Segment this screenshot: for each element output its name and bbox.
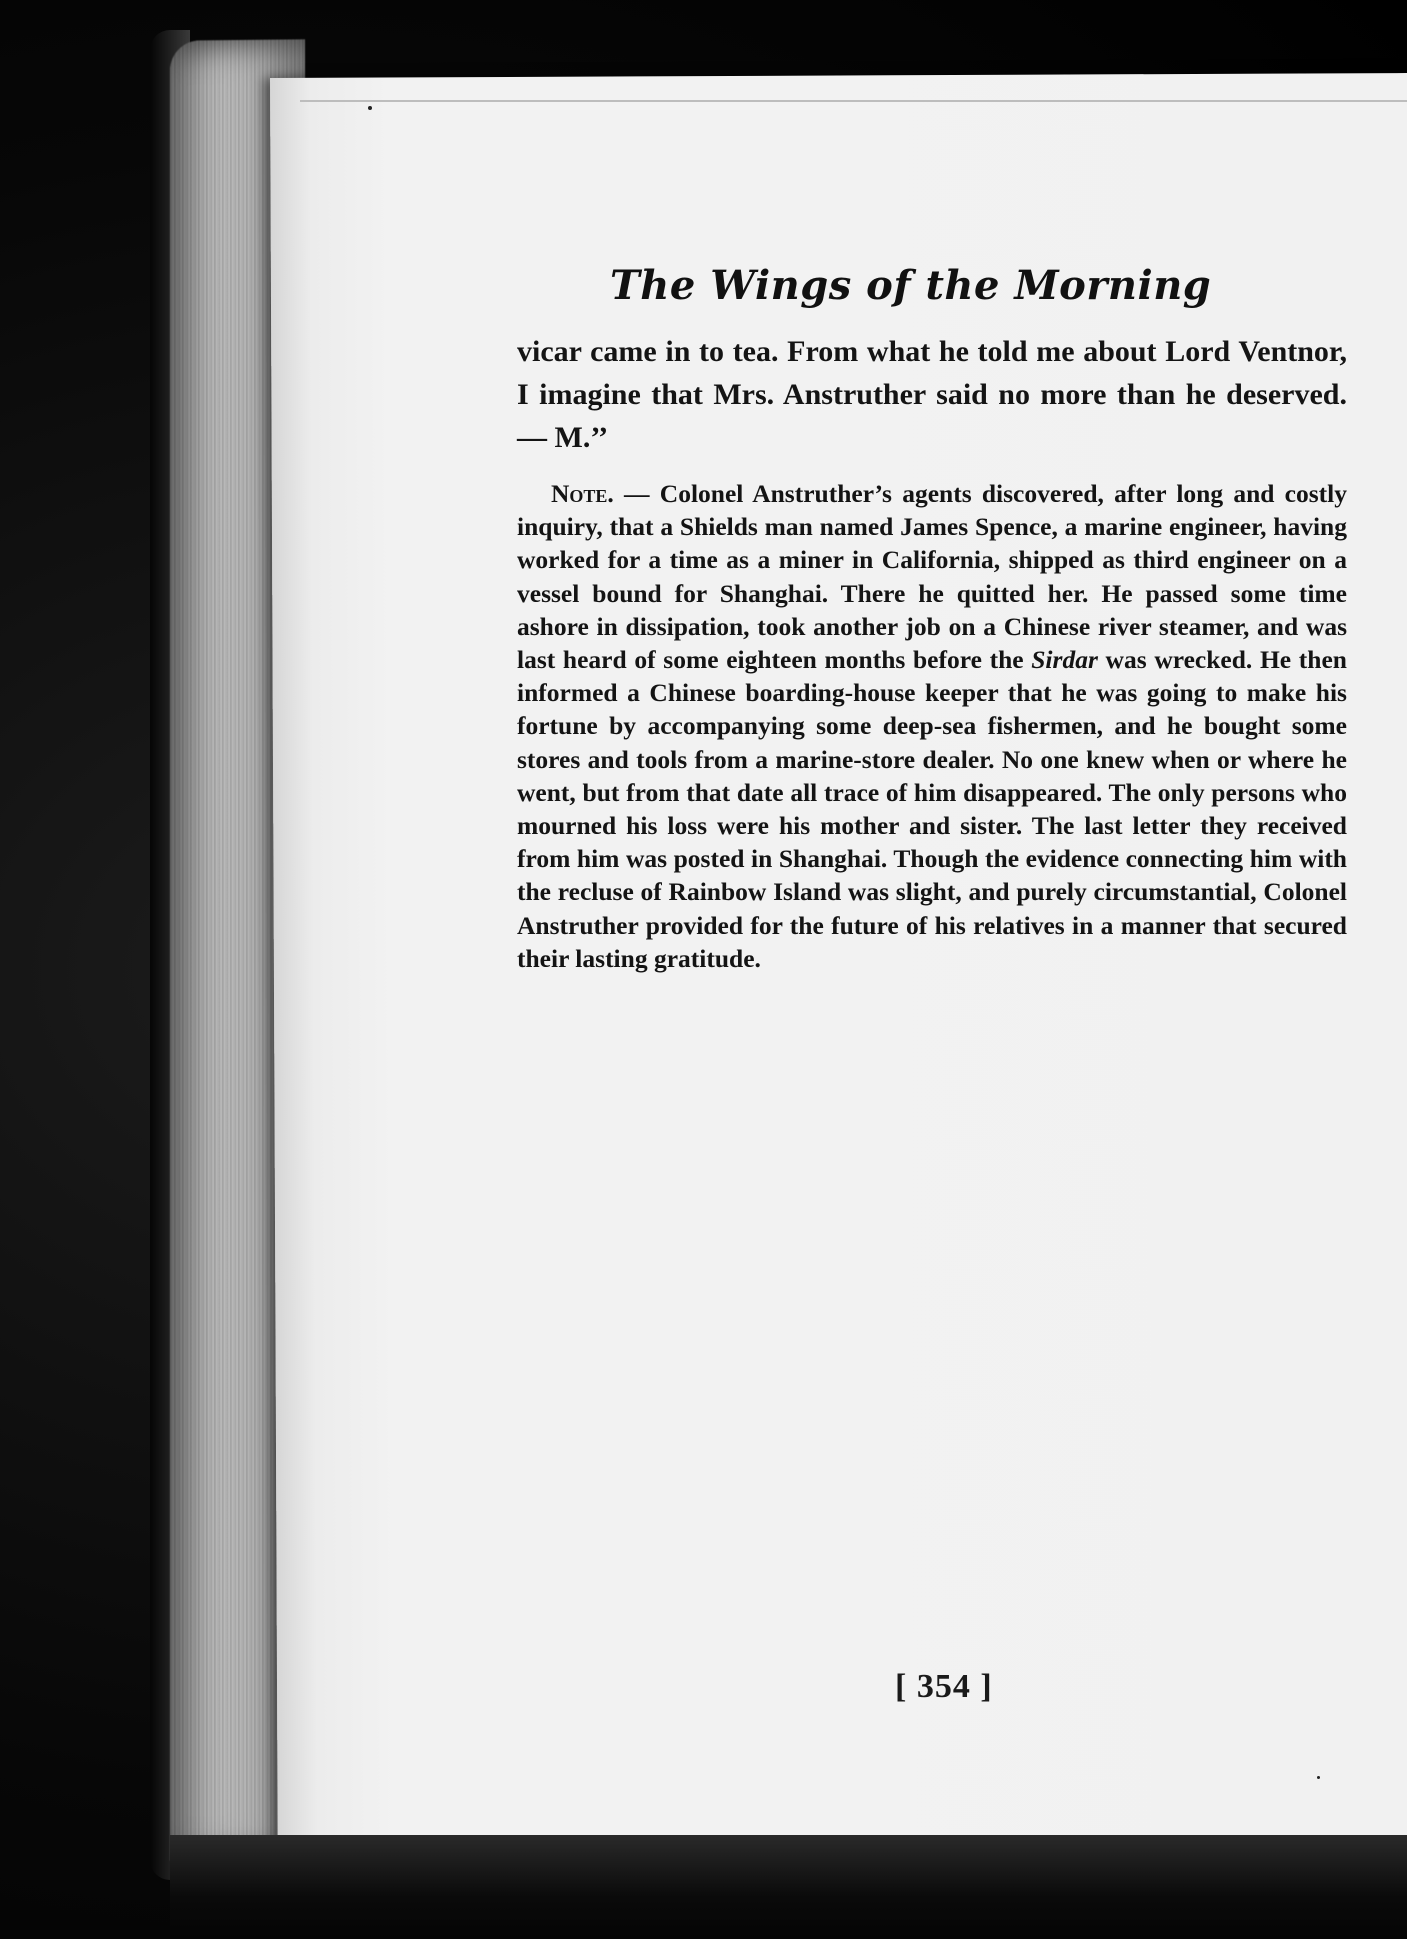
page-top-edge-line xyxy=(300,100,1407,102)
note-paragraph xyxy=(517,477,1347,975)
speck-mark xyxy=(1317,1776,1320,1779)
note-label: Note. xyxy=(551,479,614,508)
lead-paragraph: vicar came in to tea. From what he told me about Lord Ventnor, I imagine that Mrs. Anstruther said no more than he deserved. — M.’’ xyxy=(517,335,1347,454)
bottom-shadow xyxy=(170,1835,1407,1939)
note-text-part-2: was wrecked. He then informed a Chinese boarding-house keeper that he was going to make his fortune by accompanying some deep-sea fishermen, and he bought some stores and tools from a marine-store dealer. No one knew when or where he went, but from that date all trace of him disappeared. The only persons who mourned his loss were his mother and sister. The last letter they received from him was posted in Shanghai. Though the evidence connecting him with the recluse of Rainbow Island was slight, and purely circumstantial, Colonel Anstruther provided for the future of his relatives in a manner that secured their lasting gratitude. xyxy=(517,645,1347,973)
speck-mark xyxy=(368,106,372,110)
running-head: The Wings of the Morning xyxy=(610,262,1212,309)
ship-name: Sirdar xyxy=(1031,645,1098,675)
page-number: [ 354 ] xyxy=(895,1668,993,1705)
body-text xyxy=(517,330,1347,975)
note-text-part-1: — Colonel Anstruther’s agents discovered, after long and costly inquiry, that a Shields man named James Spence, a marine engineer, having worked for a time as a miner in California, shipped as third engineer on a vessel bound for Shanghai. There he quitted her. He passed some time ashore in dissipation, took another job on a Chinese river steamer, and was last heard of some eighteen months before the xyxy=(517,479,1347,675)
